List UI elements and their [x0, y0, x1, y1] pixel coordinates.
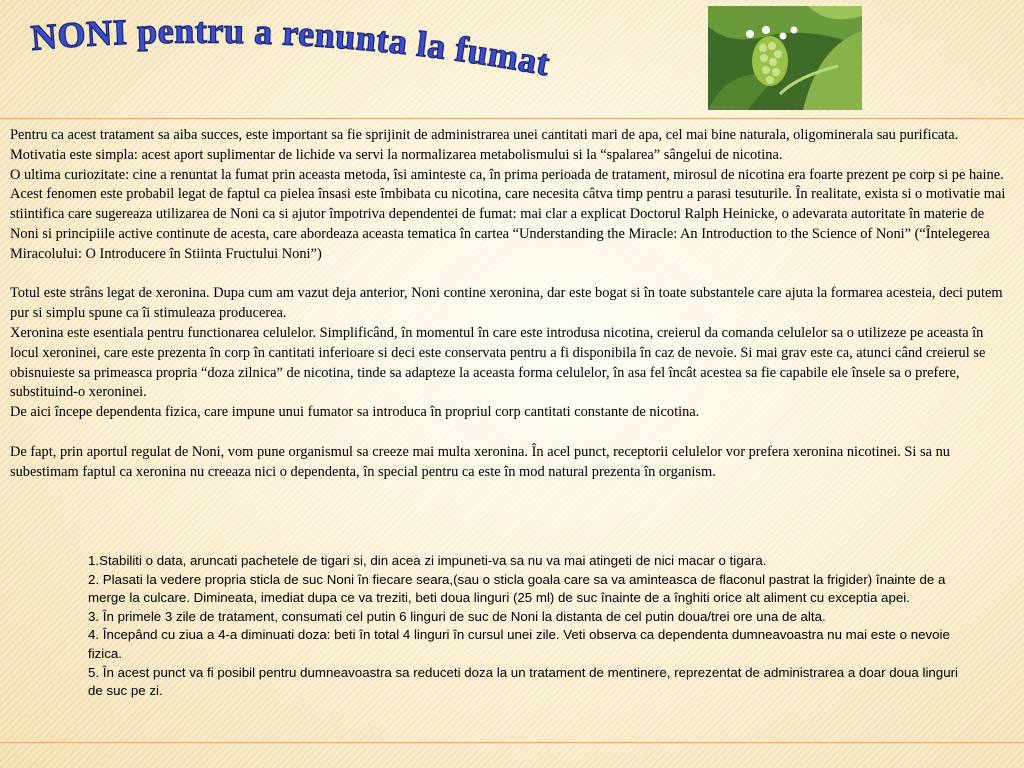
svg-text:NONI pentru a renunta la fumat	[29, 11, 553, 84]
step-item: 3. În primele 3 zile de tratament, consumati cel putin 6 linguri de suc de Noni la distanta de cel putin doua/trei ore una de alta.	[88, 608, 826, 624]
noni-plant-photo	[708, 6, 862, 110]
paragraph: De aici începe dependenta fizica, care impune unui fumator sa introduca în propriul corp cantitati constante de nicotina.	[10, 404, 700, 421]
bottom-divider	[0, 742, 1024, 743]
step-item: 2. Plasati la vedere propria sticla de suc Noni în fiecare seara,(sau o sticla goala care sa va aminteasca de flaconul pastrat la frigider) înainte de a merge la culcare. Dimineata, imediat dupa ce va treziti, beti doua linguri (25 ml) de suc înainte de a înghiti orice alt aliment cu exceptia apei.	[88, 571, 946, 606]
paragraph: O ultima curiozitate: cine a renuntat la fumat prin aceasta metoda, îsi aminteste ca, în prima perioada de tratament, mirosul de nicotina era foarte prezent pe corp si pe haine.	[10, 166, 1004, 183]
step-item: 5. În acest punct va fi posibil pentru dumneavoastra sa reduceti doza la un tratament de mentinere, reprezentat de administrarea a doar doua linguri de suc pe zi.	[88, 664, 958, 699]
paragraph: Totul este strâns legat de xeronina. Dupa cum am vazut deja anterior, Noni contine xeronina, dar este bogat si în toate substantele care ajuta la formarea acesteia, deci putem pur si simplu spune ca îi stimuleaza producerea.	[10, 285, 1003, 322]
paragraph: De fapt, prin aportul regulat de Noni, vom pune organismul sa creeze mai multa xeronina. În acel punct, receptorii celulelor vor prefera xeronina nicotinei. Si sa nu subestimam faptul ca xeronina nu creeaza nici o dependenta, în special pentru ca este în mod natural prezenta în organism.	[10, 443, 950, 480]
page-title	[22, 8, 582, 103]
paragraph: Xeronina este esentiala pentru functionarea celulelor. Simplificând, în momentul în care este introdusa nicotina, creierul da comanda celulelor sa o utilizeze pe aceasta în locul xeroninei, care este prezenta în corp în cantitati inferioare si deci este conservata pentru a fi disponibila în caz de nevoie. Si mai grav este ca, atunci când creierul se obisnuieste sa primeasca propria “doza zilnica” de nicotina, tinde sa adapteze la aceasta forma celulelor, în asa fel încât acestea sa fie capabile ele însele sa o prefere, substituind-o xeroninei.	[10, 324, 986, 401]
steps-list	[88, 552, 968, 701]
paragraph: Pentru ca acest tratament sa aiba succes, este important sa fie sprijinit de administrarea unei cantitati mari de apa, cel mai bine naturala, oligominerala sau purificata. Motivatia este simpla: acest aport suplimentar de lichide va servi la normalizarea metabolismului si la “spalarea” sângelui de nicotina.	[10, 127, 959, 163]
paragraph: Acest fenomen este probabil legat de faptul ca pielea însasi este îmbibata cu nicotina, care necesita câtva timp pentru a parasi tesuturile. În realitate, exista si o motivatie mai stiintifica care sugereaza utilizarea de Noni ca si ajutor împotriva dependentei de fumat: mai clar a explicat Doctorul Ralph Heinicke, o adevarata autoritate în materie de Noni si principiile active continute de acesta, care abordeaza aceasta tematica în cartea “Understanding the Miracle: An Introduction to the Science of Noni” (“Întelegerea Miracolului: O Introducere în Stiinta Fructului Noni”)	[10, 186, 1006, 262]
top-divider	[0, 118, 1024, 119]
step-item: 1.Stabiliti o data, aruncati pachetele de tigari si, din acea zi impuneti-va sa nu va mai atingeti de nici macar o tigara.	[88, 553, 767, 568]
step-item: 4. Începând cu ziua a 4-a diminuati doza: beti în total 4 linguri în cursul unei zile. Veti observa ca dependenta dumneavoastra nu mai este o nevoie fizica.	[88, 627, 950, 661]
article-body	[10, 126, 1014, 482]
page-title-text: NONI pentru a renunta la fumat	[29, 10, 554, 84]
